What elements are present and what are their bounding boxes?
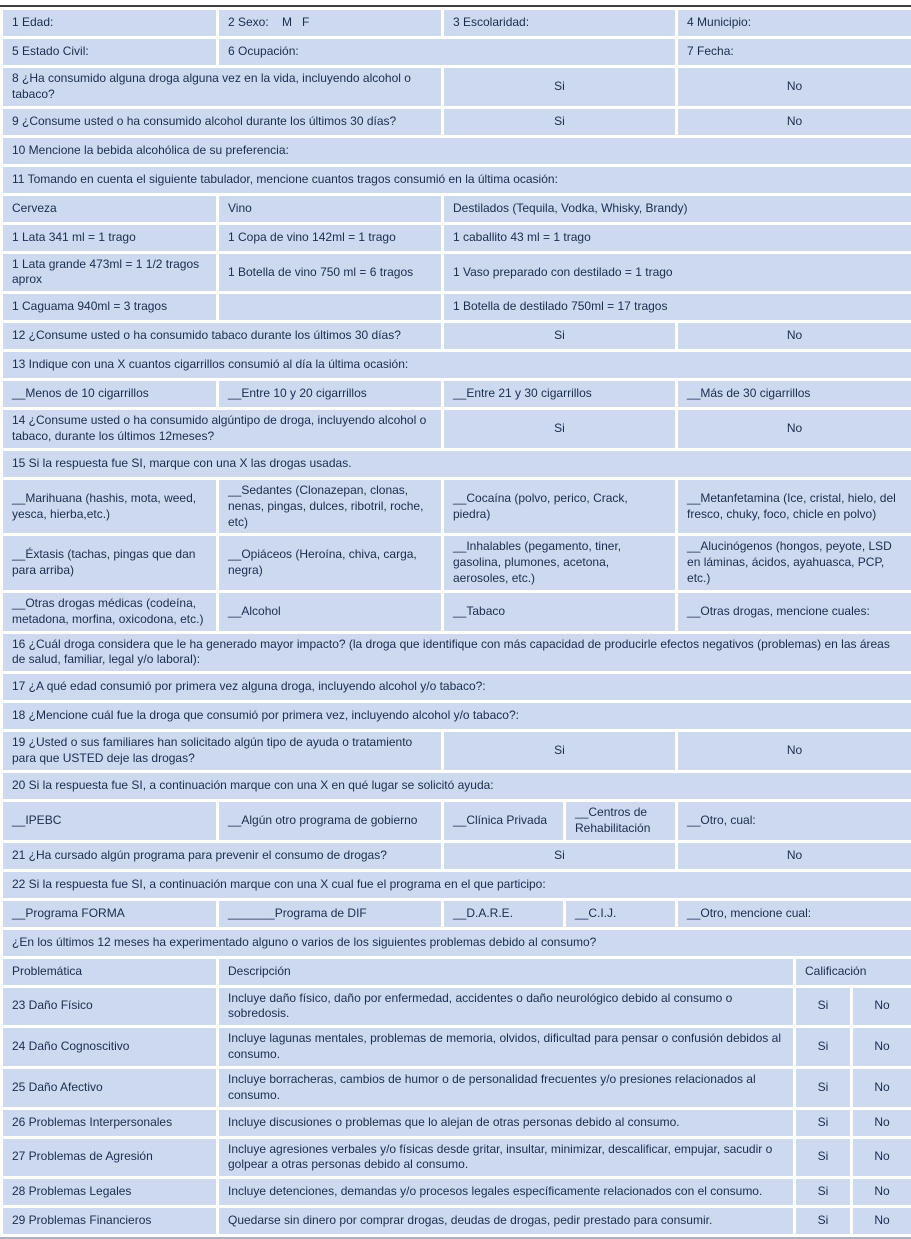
row-q16 — [3, 634, 911, 672]
option-cij[interactable]: __C.I.J. — [566, 901, 675, 927]
question-12: 12 ¿Consume usted o ha consumido tabaco durante los últimos 30 días? — [3, 323, 441, 349]
option-metanfetamina[interactable]: __Metanfetamina (Ice, cristal, hielo, del fresco, chuky, foco, chicle en polvo) — [678, 480, 911, 533]
option-cocaina[interactable]: __Cocaína (polvo, perico, Crack, piedra) — [444, 480, 675, 533]
option-p28-si[interactable]: Si — [796, 1179, 850, 1205]
question-16[interactable]: 16 ¿Cuál droga considera que le ha generado mayor impacto? (la droga que identifique con más capacidad de producirle efectos negativos (problemas) en las áreas de salud, familiar, legal y/o laboral): — [3, 634, 911, 672]
row-drogas-3 — [3, 593, 911, 631]
field-escolaridad[interactable]: 3 Escolaridad: — [444, 10, 675, 36]
row-demographics-2 — [3, 39, 911, 65]
question-20: 20 Si la respuesta fue SI, a continuación marque con una X en qué lugar se solicitó ayuda: — [3, 773, 911, 799]
row-p26 — [3, 1110, 911, 1136]
problem-dano-afectivo: 25 Daño Afectivo — [3, 1069, 216, 1107]
option-10-20[interactable]: __Entre 10 y 20 cigarrillos — [219, 381, 441, 407]
tab-lata: 1 Lata 341 ml = 1 trago — [3, 225, 216, 251]
header-problematica: Problemática — [3, 959, 216, 985]
row-drogas-2 — [3, 536, 911, 589]
row-q18 — [3, 703, 911, 729]
header-destilados: Destilados (Tequila, Vodka, Whisky, Brandy) — [444, 196, 911, 222]
option-ipebc[interactable]: __IPEBC — [3, 802, 216, 840]
option-p25-no[interactable]: No — [853, 1069, 911, 1107]
option-q14-si[interactable]: Si — [444, 410, 675, 448]
tab-caguama: 1 Caguama 940ml = 3 tragos — [3, 294, 216, 320]
problem-financieros: 29 Problemas Financieros — [3, 1208, 216, 1234]
header-vino: Vino — [219, 196, 441, 222]
option-p29-no[interactable]: No — [853, 1208, 911, 1234]
option-p23-no[interactable]: No — [853, 988, 911, 1026]
option-q14-no[interactable]: No — [678, 410, 911, 448]
problem-legales: 28 Problemas Legales — [3, 1179, 216, 1205]
row-q22 — [3, 872, 911, 898]
tab-empty-cell — [219, 294, 441, 320]
option-q19-si[interactable]: Si — [444, 732, 675, 770]
question-9: 9 ¿Consume usted o ha consumido alcohol durante los últimos 30 días? — [3, 109, 441, 135]
question-8: 8 ¿Ha consumido alguna droga alguna vez en la vida, incluyendo alcohol o tabaco? — [3, 68, 441, 106]
tab-caballito: 1 caballito 43 ml = 1 trago — [444, 225, 911, 251]
question-10[interactable]: 10 Mencione la bebida alcohólica de su preferencia: — [3, 138, 911, 164]
option-q9-no[interactable]: No — [678, 109, 911, 135]
option-menos-10[interactable]: __Menos de 10 cigarrillos — [3, 381, 216, 407]
question-15: 15 Si la respuesta fue SI, marque con una X las drogas usadas. — [3, 451, 911, 477]
row-q11 — [3, 167, 911, 193]
option-centros-rehabilitacion[interactable]: __Centros de Rehabilitación — [566, 802, 675, 840]
field-municipio[interactable]: 4 Municipio: — [678, 10, 911, 36]
problem-dano-afectivo-desc: Incluye borracheras, cambios de humor o de personalidad frecuentes y/o presiones relacionados al consumo. — [219, 1069, 793, 1107]
option-alcohol[interactable]: __Alcohol — [219, 593, 441, 631]
option-q12-si[interactable]: Si — [444, 323, 675, 349]
tab-vaso-preparado: 1 Vaso preparado con destilado = 1 trago — [444, 254, 911, 292]
option-dare[interactable]: __D.A.R.E. — [444, 901, 563, 927]
option-p26-si[interactable]: Si — [796, 1110, 850, 1136]
field-estado-civil[interactable]: 5 Estado Civil: — [3, 39, 216, 65]
option-otro-programa[interactable]: __Otro, mencione cual: — [678, 901, 911, 927]
row-q21 — [3, 843, 911, 869]
question-19: 19 ¿Usted o sus familiares han solicitado algún tipo de ayuda o tratamiento para que USTED deje las drogas? — [3, 732, 441, 770]
problem-interpersonales-desc: Incluye discusiones o problemas que lo alejan de otras personas debido al consumo. — [219, 1110, 793, 1136]
option-q19-no[interactable]: No — [678, 732, 911, 770]
option-p27-si[interactable]: Si — [796, 1139, 850, 1177]
row-p28 — [3, 1179, 911, 1205]
row-q19 — [3, 732, 911, 770]
option-q21-no[interactable]: No — [678, 843, 911, 869]
field-ocupacion[interactable]: 6 Ocupación: — [219, 39, 675, 65]
question-21: 21 ¿Ha cursado algún programa para prevenir el consumo de drogas? — [3, 843, 441, 869]
row-q15 — [3, 451, 911, 477]
option-mas-30[interactable]: __Más de 30 cigarrillos — [678, 381, 911, 407]
header-calificacion: Calificación — [796, 959, 911, 985]
question-18[interactable]: 18 ¿Mencione cuál fue la droga que consumió por primera vez, incluyendo alcohol y/o tabaco?: — [3, 703, 911, 729]
tab-botella-destilado: 1 Botella de destilado 750ml = 17 tragos — [444, 294, 911, 320]
row-p23 — [3, 988, 911, 1026]
row-problems-intro — [3, 930, 911, 956]
row-drogas-1 — [3, 480, 911, 533]
row-tabulador-1 — [3, 225, 911, 251]
row-q9 — [3, 109, 911, 135]
header-descripcion: Descripción — [219, 959, 793, 985]
option-p26-no[interactable]: No — [853, 1110, 911, 1136]
option-p27-no[interactable]: No — [853, 1139, 911, 1177]
option-inhalables[interactable]: __Inhalables (pegamento, tiner, gasolina, plumones, acetona, aerosoles, etc.) — [444, 536, 675, 589]
question-11[interactable]: 11 Tomando en cuenta el siguiente tabulador, mencione cuantos tragos consumió en la última ocasión: — [3, 167, 911, 193]
option-sedantes[interactable]: __Sedantes (Clonazepan, clonas, nenas, pingas, dulces, ribotril, roche, etc) — [219, 480, 441, 533]
problem-agresion-desc: Incluye agresiones verbales y/o físicas desde gritar, insultar, minimizar, descalificar, empujar, sacudir o golpear a otras personas debido al consumo. — [219, 1139, 793, 1177]
option-q9-si[interactable]: Si — [444, 109, 675, 135]
row-p24 — [3, 1028, 911, 1066]
option-q8-no[interactable]: No — [678, 68, 911, 106]
row-tabulador-3 — [3, 294, 911, 320]
option-p29-si[interactable]: Si — [796, 1208, 850, 1234]
problems-intro: ¿En los últimos 12 meses ha experimentado alguno o varios de los siguientes problemas debido al consumo? — [3, 930, 911, 956]
header-cerveza: Cerveza — [3, 196, 216, 222]
row-q22-options — [3, 901, 911, 927]
row-tabulador-2 — [3, 254, 911, 292]
row-p29 — [3, 1208, 911, 1234]
problem-interpersonales: 26 Problemas Interpersonales — [3, 1110, 216, 1136]
row-demographics-1 — [3, 10, 911, 36]
question-22: 22 Si la respuesta fue SI, a continuación marque con una X cual fue el programa en el que participo: — [3, 872, 911, 898]
option-q8-si[interactable]: Si — [444, 68, 675, 106]
option-extasis[interactable]: __Éxtasis (tachas, pingas que dan para arriba) — [3, 536, 216, 589]
problem-dano-fisico: 23 Daño Físico — [3, 988, 216, 1026]
row-q13-options — [3, 381, 911, 407]
row-q20-options — [3, 802, 911, 840]
option-otro-lugar[interactable]: __Otro, cual: — [678, 802, 911, 840]
option-p25-si[interactable]: Si — [796, 1069, 850, 1107]
row-problems-header — [3, 959, 911, 985]
field-edad[interactable]: 1 Edad: — [3, 10, 216, 36]
field-sexo[interactable]: 2 Sexo: M F — [219, 10, 441, 36]
tab-lata-grande: 1 Lata grande 473ml = 1 1/2 tragos aprox — [3, 254, 216, 292]
question-14: 14 ¿Consume usted o ha consumido algúntipo de droga, incluyendo alcohol o tabaco, durante los últimos 12meses? — [3, 410, 441, 448]
form-table — [0, 7, 911, 1237]
row-q8 — [3, 68, 911, 106]
option-p24-no[interactable]: No — [853, 1028, 911, 1066]
option-q12-no[interactable]: No — [678, 323, 911, 349]
problem-agresion: 27 Problemas de Agresión — [3, 1139, 216, 1177]
option-q21-si[interactable]: Si — [444, 843, 675, 869]
row-tabulador-header — [3, 196, 911, 222]
option-p28-no[interactable]: No — [853, 1179, 911, 1205]
option-clinica-privada[interactable]: __Clínica Privada — [444, 802, 563, 840]
option-programa-gobierno[interactable]: __Algún otro programa de gobierno — [219, 802, 441, 840]
option-programa-dif[interactable]: _______Programa de DIF — [219, 901, 441, 927]
row-q12 — [3, 323, 911, 349]
row-q13 — [3, 352, 911, 378]
option-tabaco[interactable]: __Tabaco — [444, 593, 675, 631]
option-p23-si[interactable]: Si — [796, 988, 850, 1026]
questionnaire-form — [0, 5, 911, 1239]
row-q10 — [3, 138, 911, 164]
tab-botella-vino: 1 Botella de vino 750 ml = 6 tragos — [219, 254, 441, 292]
problem-legales-desc: Incluye detenciones, demandas y/o procesos legales específicamente relacionados con el consumo. — [219, 1179, 793, 1205]
option-alucinogenos[interactable]: __Alucinógenos (hongos, peyote, LSD en láminas, ácidos, ayahuasca, PCP, etc.) — [678, 536, 911, 589]
option-opiaceos[interactable]: __Opiáceos (Heroína, chiva, carga, negra) — [219, 536, 441, 589]
form-table-body — [3, 10, 911, 1234]
row-p25 — [3, 1069, 911, 1107]
problem-financieros-desc: Quedarse sin dinero por comprar drogas, deudas de drogas, pedir prestado para consumir. — [219, 1208, 793, 1234]
option-21-30[interactable]: __Entre 21 y 30 cigarrillos — [444, 381, 675, 407]
option-marihuana[interactable]: __Marihuana (hashis, mota, weed, yesca, hierba,etc.) — [3, 480, 216, 533]
tab-copa: 1 Copa de vino 142ml = 1 trago — [219, 225, 441, 251]
question-13: 13 Indique con una X cuantos cigarrillos consumió al día la última ocasión: — [3, 352, 911, 378]
problem-dano-cognoscitivo: 24 Daño Cognoscitivo — [3, 1028, 216, 1066]
problem-dano-fisico-desc: Incluye daño físico, daño por enfermedad, accidentes o daño neurológico debido al consumo o sobredosis. — [219, 988, 793, 1026]
row-p27 — [3, 1139, 911, 1177]
row-q17 — [3, 674, 911, 700]
option-programa-forma[interactable]: __Programa FORMA — [3, 901, 216, 927]
problem-dano-cognoscitivo-desc: Incluye lagunas mentales, problemas de memoria, olvidos, dificultad para pensar o confusión debidos al consumo. — [219, 1028, 793, 1066]
option-otras-medicas[interactable]: __Otras drogas médicas (codeína, metadona, morfina, oxicodona, etc.) — [3, 593, 216, 631]
option-otras-drogas[interactable]: __Otras drogas, mencione cuales: — [678, 593, 911, 631]
question-17[interactable]: 17 ¿A qué edad consumió por primera vez alguna droga, incluyendo alcohol y/o tabaco?: — [3, 674, 911, 700]
option-p24-si[interactable]: Si — [796, 1028, 850, 1066]
field-fecha[interactable]: 7 Fecha: — [678, 39, 911, 65]
row-q14 — [3, 410, 911, 448]
row-q20 — [3, 773, 911, 799]
